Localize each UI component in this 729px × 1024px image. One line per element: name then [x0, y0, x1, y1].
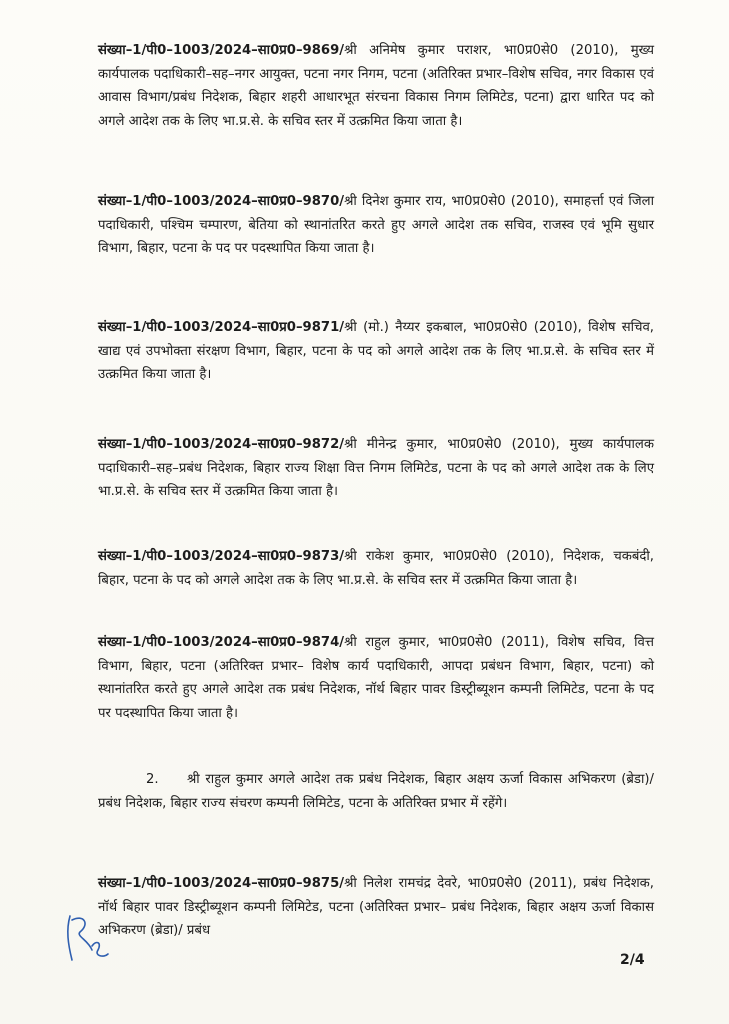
order-text: श्री राकेश कुमार, भा0प्र0से0 (2010), निदेशक, चकबंदी, बिहार, पटना के पद को अगले आदेश तक के लिए भा.प्र.से. के सचिव स्तर में उत्क्रमित किया जाता है।: [98, 549, 654, 588]
order-number: संख्या–1/पी0–1003/2024–सा0प्र0–9875/: [98, 876, 345, 891]
order-text: श्री निलेश रामचंद्र देवरे, भा0प्र0से0 (2011), प्रबंध निदेशक, नॉर्थ बिहार पावर डिस्ट्रीब्यूशन कम्पनी लिमिटेड, पटना (अतिरिक्त प्रभार– प्रबंध निदेशक, बिहार अक्षय ऊर्जा विकास अभिकरण (ब्रेडा)/ प्रबंध: [98, 876, 654, 938]
order-number: संख्या–1/पी0–1003/2024–सा0प्र0–9874/: [98, 635, 345, 650]
order-number: संख्या–1/पी0–1003/2024–सा0प्र0–9873/: [98, 549, 345, 564]
order-text: श्री (मो.) नैय्यर इकबाल, भा0प्र0से0 (2010), विशेष सचिव, खाद्य एवं उपभोक्ता संरक्षण विभाग, बिहार, पटना के पद को अगले आदेश तक के लिए भा.प्र.से. के सचिव स्तर में उत्क्रमित किया जाता है।: [98, 320, 654, 382]
sub-paragraph-number: 2.: [146, 772, 159, 787]
sub-paragraph-text: श्री राहुल कुमार अगले आदेश तक प्रबंध निदेशक, बिहार अक्षय ऊर्जा विकास अभिकरण (ब्रेडा)/ प्रबंध निदेशक, बिहार राज्य संचरण कम्पनी लिमिटेड, पटना के अतिरिक्त प्रभार में रहेंगे।: [98, 772, 654, 811]
initials-signature: [62, 910, 114, 970]
order-text: श्री दिनेश कुमार राय, भा0प्र0से0 (2010), समाहर्त्ता एवं जिला पदाधिकारी, पश्चिम चम्पारण, बेतिया को स्थानांतरित करते हुए अगले आदेश तक सचिव, राजस्व एवं भूमि सुधार विभाग, बिहार, पटना के पद पर पदस्थापित किया जाता है।: [98, 194, 654, 256]
order-paragraph-9871: [98, 316, 654, 387]
order-number: संख्या–1/पी0–1003/2024–सा0प्र0–9870/: [98, 194, 345, 209]
page-number: 2/4: [620, 952, 645, 968]
order-number: संख्या–1/पी0–1003/2024–सा0प्र0–9869/: [98, 43, 345, 58]
order-paragraph-9869: [98, 39, 654, 133]
order-text: श्री मीनेन्द्र कुमार, भा0प्र0से0 (2010), मुख्य कार्यपालक पदाधिकारी–सह–प्रबंध निदेशक, बिहार राज्य शिक्षा वित्त निगम लिमिटेड, पटना के पद को अगले आदेश तक के लिए भा.प्र.से. के सचिव स्तर में उत्क्रमित किया जाता है।: [98, 437, 654, 499]
order-paragraph-9875: [98, 872, 654, 943]
order-paragraph-9873: [98, 545, 654, 592]
order-text: श्री राहुल कुमार, भा0प्र0से0 (2011), विशेष सचिव, वित्त विभाग, बिहार, पटना (अतिरिक्त प्रभार– विशेष कार्य पदाधिकारी, आपदा प्रबंधन विभाग, बिहार, पटना) को स्थानांतरित करते हुए अगले आदेश तक प्रबंध निदेशक, नॉर्थ बिहार पावर डिस्ट्रीब्यूशन कम्पनी लिमिटेड, पटना के पद पर पदस्थापित किया जाता है।: [98, 635, 654, 721]
order-paragraph-9870: [98, 190, 654, 261]
order-number: संख्या–1/पी0–1003/2024–सा0प्र0–9872/: [98, 437, 345, 452]
order-number: संख्या–1/पी0–1003/2024–सा0प्र0–9871/: [98, 320, 345, 335]
order-paragraph-9874: [98, 631, 654, 725]
order-text: श्री अनिमेष कुमार पराशर, भा0प्र0से0 (2010), मुख्य कार्यपालक पदाधिकारी–सह–नगर आयुक्त, पटना नगर निगम, पटना (अतिरिक्त प्रभार–विशेष सचिव, नगर विकास एवं आवास विभाग/प्रबंध निदेशक, बिहार शहरी आधारभूत संरचना विकास निगम लिमिटेड, पटना) द्वारा धारित पद को अगले आदेश तक के लिए भा.प्र.से. के सचिव स्तर में उत्क्रमित किया जाता है।: [98, 43, 654, 129]
sub-paragraph-2: [98, 768, 654, 815]
order-paragraph-9872: [98, 433, 654, 504]
